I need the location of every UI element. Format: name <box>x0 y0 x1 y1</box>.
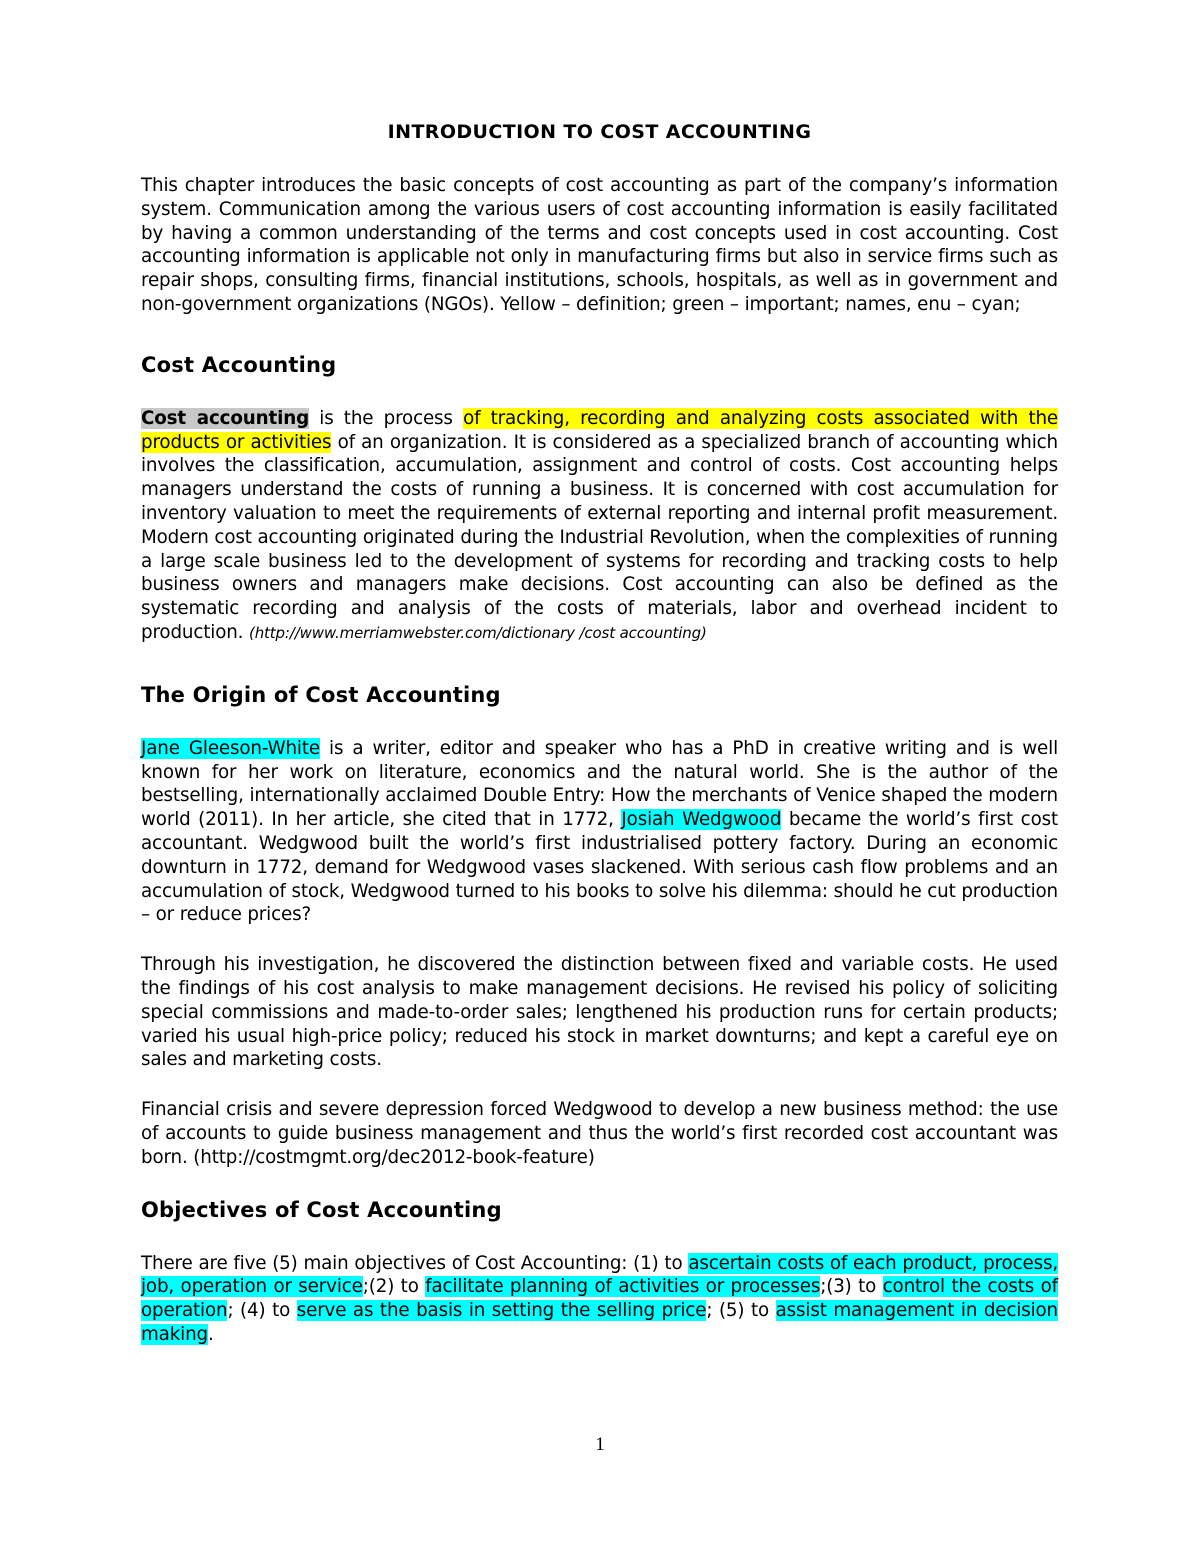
origin-paragraph-2: Through his investigation, he discovered the distinction between fixed and variable costs. He used the findings of his cost analysis to make management decisions. He revised his policy of soliciting special commissions and made-to-order sales; lengthened his production runs for certain products; varied his usual high-price policy; reduced his stock in market downturns; and kept a careful eye on sales and marketing costs. <box>141 954 1058 1071</box>
highlight-objective: facilitate planning of activities or processes <box>425 1276 821 1298</box>
highlight-objective: control the costs of operation <box>141 1276 1058 1322</box>
origin-paragraph-1 <box>141 737 1058 927</box>
section-heading-cost-accounting: Cost Accounting <box>141 352 337 377</box>
highlight-term: Cost accounting <box>141 407 310 429</box>
text-run: is a writer, editor and speaker who has a PhD in creative writing and is well known for her work on literature, economics and the natural world. She is the author of the bestselling, internationally acclaimed Double Entry: How the merchants of Venice shaped the modern world (2011). In her article, she cited that in 1772, <box>141 737 1058 831</box>
section-heading-origin: The Origin of Cost Accounting <box>141 682 501 707</box>
cost-accounting-paragraph <box>141 407 1058 645</box>
origin-paragraph-3: Financial crisis and severe depression forced Wedgwood to develop a new business method: the use of accounts to guide business management and thus the world’s first recorded cost accountant was born. (http://costmgmt.org/dec2012-book-feature) <box>141 1099 1058 1168</box>
text-run: . <box>207 1323 214 1345</box>
document-title: INTRODUCTION TO COST ACCOUNTING <box>387 121 812 143</box>
highlight-name: Jane Gleeson-White <box>141 737 320 759</box>
section-heading-objectives: Objectives of Cost Accounting <box>141 1197 502 1222</box>
text-run: of an organization. It is considered as a specialized branch of accounting which involves the classification, accumulation, assignment and control of costs. Cost accounting helps managers understand the costs of running a business. It is concerned with cost accumulation for inventory valuation to meet the requirements of external reporting and internal profit measurement. Modern cost accounting originated during the Industrial Revolution, when the complexities of running a large scale business led to the development of systems for recording and tracking costs to help business owners and managers make decisions. Cost accounting can also be defined as the systematic recording and analysis of the costs of materials, labor and overhead incident to production. <box>141 431 1058 643</box>
text-run: became the world’s first cost accountant. Wedgwood built the world’s first industrialised pottery factory. During an economic downturn in 1772, demand for Wedgwood vases slackened. With serious cash flow problems and an accumulation of stock, Wedgwood turned to his books to solve his dilemma: should he cut production – or reduce prices? <box>141 809 1058 926</box>
page-number: 1 <box>595 1434 605 1455</box>
text-run: ;(3) to <box>820 1276 883 1298</box>
text-run: ;(2) to <box>362 1276 426 1298</box>
citation: (http://www.merriamwebster.com/dictionary /cost accounting) <box>249 623 707 642</box>
highlight-objective: assist management in decision making <box>141 1300 1058 1345</box>
text-run: is the process <box>309 407 464 429</box>
objectives-paragraph <box>141 1252 1058 1347</box>
highlight-name: Josiah Wedgwood <box>621 809 782 831</box>
highlight-objective: ascertain costs of each product, process, job, operation or service <box>141 1252 1058 1298</box>
text-run: There are five (5) main objectives of Cost Accounting: (1) to <box>141 1252 689 1274</box>
document-page <box>141 118 1058 1347</box>
highlight-definition: of tracking, recording and analyzing costs associated with the products or activities <box>141 407 1059 453</box>
intro-paragraph: This chapter introduces the basic concepts of cost accounting as part of the company’s information system. Communication among the various users of cost accounting information is easily facilitated by having a common understanding of the terms and cost concepts used in cost accounting. Cost accounting information is applicable not only in manufacturing firms but also in service firms such as repair shops, consulting firms, financial institutions, schools, hospitals, as well as in government and non-government organizations (NGOs). Yellow – definition; green – important; names, enu – cyan; <box>141 175 1058 315</box>
text-run: ; (4) to <box>227 1300 297 1322</box>
text-run: ; (5) to <box>706 1300 776 1322</box>
highlight-objective: serve as the basis in setting the selling price <box>296 1300 707 1322</box>
